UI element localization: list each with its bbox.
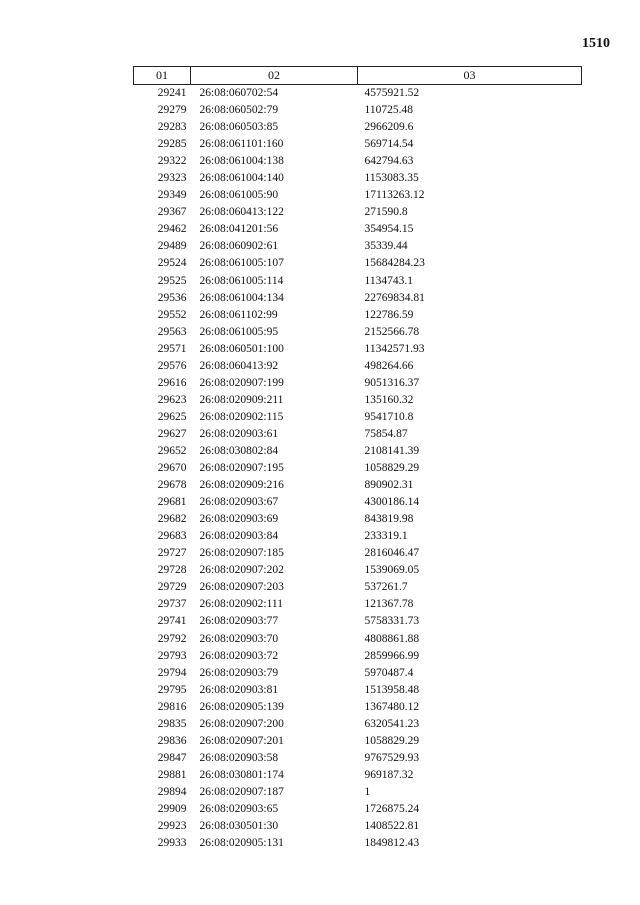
table-row <box>134 85 582 103</box>
cell-id: 29681 <box>157 496 187 509</box>
cell-cadastral-number: 26:08:060413:122 <box>199 206 284 219</box>
cell-cadastral-number: 26:08:061004:134 <box>199 291 284 304</box>
cell-cadastral-number: 26:08:061101:160 <box>199 138 284 151</box>
cell-cadastral-number: 26:08:061005:107 <box>199 257 284 270</box>
cell-id: 29795 <box>157 683 187 696</box>
table-row <box>134 631 582 648</box>
table-row <box>134 562 582 579</box>
cell-cadastral-number: 26:08:020903:79 <box>199 666 279 679</box>
cell-id: 29616 <box>157 376 187 389</box>
cell-value: 843819.98 <box>364 513 414 526</box>
cell-value: 1153083.35 <box>364 172 419 185</box>
cell-value: 2816046.47 <box>364 547 420 560</box>
cell-cadastral-number: 26:08:020907:185 <box>199 547 284 560</box>
cell-cadastral-number: 26:08:020907:200 <box>199 717 284 730</box>
cell-id: 29741 <box>157 615 187 628</box>
cell-value: 11342571.93 <box>364 342 425 355</box>
cell-cadastral-number: 26:08:030802:84 <box>199 445 279 457</box>
cell-id: 29683 <box>157 530 187 543</box>
column-header-03: 03 <box>358 67 582 85</box>
cell-cadastral-number: 26:08:061005:90 <box>199 189 279 202</box>
cell-cadastral-number: 26:08:060503:85 <box>199 121 279 134</box>
cell-value: 5758331.73 <box>364 615 420 628</box>
table-row <box>134 255 582 272</box>
cell-id: 29367 <box>157 206 187 219</box>
cell-value: 6320541.23 <box>364 717 420 730</box>
table-row <box>134 682 582 699</box>
table-header-row <box>134 67 582 85</box>
cell-id: 29525 <box>157 274 187 287</box>
cell-cadastral-number: 26:08:020907:195 <box>199 462 284 475</box>
table-row <box>134 409 582 426</box>
cell-id: 29563 <box>157 325 187 338</box>
cell-cadastral-number: 26:08:020905:131 <box>199 837 284 850</box>
cell-value: 9541710.8 <box>364 410 414 423</box>
cell-value: 122786.59 <box>364 308 414 321</box>
table-row <box>134 170 582 187</box>
cell-cadastral-number: 26:08:020909:211 <box>199 393 284 406</box>
cell-id: 29729 <box>157 581 187 594</box>
cell-value: 969187.32 <box>364 768 414 781</box>
cell-id: 29727 <box>157 547 187 560</box>
cell-id: 29625 <box>157 410 187 423</box>
cell-id: 29847 <box>157 751 187 764</box>
cell-value: 271590.8 <box>364 206 408 219</box>
cell-cadastral-number: 26:08:020903:69 <box>199 513 279 526</box>
table-row <box>134 648 582 665</box>
cell-id: 29552 <box>157 308 187 321</box>
table-row <box>134 477 582 494</box>
cell-id: 29623 <box>157 393 187 406</box>
cell-value: 17113263.12 <box>364 189 425 202</box>
cell-id: 29835 <box>157 717 187 730</box>
table-row <box>134 494 582 511</box>
cell-value: 2108141.39 <box>364 445 420 457</box>
table-row <box>134 579 582 596</box>
cell-cadastral-number: 26:08:020903:77 <box>199 615 279 628</box>
table-row <box>134 187 582 204</box>
table-row <box>134 818 582 835</box>
cell-value: 1058829.29 <box>364 734 420 747</box>
cell-value: 233319.1 <box>364 530 408 543</box>
cell-cadastral-number: 26:08:061005:95 <box>199 325 279 338</box>
cell-cadastral-number: 26:08:020905:139 <box>199 700 284 713</box>
column-header-02: 02 <box>191 67 358 85</box>
table-row <box>134 273 582 290</box>
cell-cadastral-number: 26:08:020903:84 <box>199 530 279 543</box>
cell-value: 4575921.52 <box>364 87 420 100</box>
cell-cadastral-number: 26:08:061005:114 <box>199 274 284 287</box>
cell-id: 29349 <box>157 189 187 202</box>
cell-id: 29652 <box>157 445 187 457</box>
cell-value: 354954.15 <box>364 223 414 236</box>
cell-value: 75854.87 <box>364 427 408 440</box>
cell-id: 29923 <box>157 820 187 833</box>
cell-cadastral-number: 26:08:020907:203 <box>199 581 284 594</box>
table-body <box>134 85 582 853</box>
cell-id: 29322 <box>157 155 187 168</box>
cell-id: 29241 <box>157 87 187 100</box>
table-row <box>134 392 582 409</box>
cell-id: 29571 <box>157 342 187 355</box>
cell-id: 29793 <box>157 649 187 662</box>
cell-cadastral-number: 26:08:020903:65 <box>199 802 279 815</box>
table-row <box>134 221 582 238</box>
cell-id: 29524 <box>157 257 187 270</box>
table-row <box>134 528 582 545</box>
column-header-01: 01 <box>134 67 191 85</box>
cell-cadastral-number: 26:08:061004:138 <box>199 155 284 168</box>
cell-value: 135160.32 <box>364 393 414 406</box>
cell-id: 29323 <box>157 172 187 185</box>
cell-value: 1134743.1 <box>364 274 413 287</box>
table-row <box>134 750 582 767</box>
cell-id: 29279 <box>157 104 187 117</box>
cell-value: 15684284.23 <box>364 257 425 270</box>
cell-cadastral-number: 26:08:020903:72 <box>199 649 279 662</box>
cell-value: 1408522.81 <box>364 820 420 833</box>
cell-cadastral-number: 26:08:041201:56 <box>199 223 279 236</box>
cell-cadastral-number: 26:08:030801:174 <box>199 768 284 781</box>
table-row <box>134 426 582 443</box>
cell-id: 29627 <box>157 427 187 440</box>
cell-value: 9051316.37 <box>364 376 420 389</box>
cell-value: 537261.7 <box>364 581 408 594</box>
cell-cadastral-number: 26:08:020903:70 <box>199 632 279 645</box>
cell-cadastral-number: 26:08:060413:92 <box>199 359 279 372</box>
cell-cadastral-number: 26:08:020909:216 <box>199 479 284 492</box>
cell-cadastral-number: 26:08:060702:54 <box>199 87 279 100</box>
cell-id: 29881 <box>157 768 187 781</box>
cell-id: 29737 <box>157 598 187 611</box>
cell-cadastral-number: 26:08:060501:100 <box>199 342 284 355</box>
cell-cadastral-number: 26:08:030501:30 <box>199 820 279 833</box>
cell-value: 1726875.24 <box>364 802 420 815</box>
cell-id: 29909 <box>157 802 187 815</box>
cell-value: 9767529.93 <box>364 751 420 764</box>
cell-value: 1058829.29 <box>364 462 420 475</box>
cell-value: 4300186.14 <box>364 496 420 509</box>
table-row <box>134 136 582 153</box>
table-row <box>134 596 582 613</box>
cell-value: 22769834.81 <box>364 291 425 304</box>
cell-cadastral-number: 26:08:061102:99 <box>199 308 278 321</box>
cell-cadastral-number: 26:08:020907:201 <box>199 734 284 747</box>
cell-value: 4808861.88 <box>364 632 420 645</box>
cell-value: 1367480.12 <box>364 700 420 713</box>
cell-id: 29670 <box>157 462 187 475</box>
cell-cadastral-number: 26:08:020903:61 <box>199 427 279 440</box>
cell-id: 29792 <box>157 632 187 645</box>
table-row <box>134 375 582 392</box>
cell-value: 569714.54 <box>364 138 414 151</box>
cell-id: 29678 <box>157 479 187 492</box>
table-row <box>134 324 582 341</box>
cell-id: 29836 <box>157 734 187 747</box>
cell-value: 642794.63 <box>364 155 414 168</box>
cell-id: 29682 <box>157 513 187 526</box>
table-row <box>134 341 582 358</box>
cell-value: 2966209.6 <box>364 121 414 134</box>
cell-cadastral-number: 26:08:020903:67 <box>199 496 279 509</box>
table-row <box>134 716 582 733</box>
table-row <box>134 153 582 170</box>
cell-value: 5970487.4 <box>364 666 414 679</box>
table-row <box>134 238 582 255</box>
cell-cadastral-number: 26:08:020903:81 <box>199 683 279 696</box>
cell-id: 29794 <box>157 666 187 679</box>
cell-cadastral-number: 26:08:060902:61 <box>199 240 279 253</box>
cell-value: 1513958.48 <box>364 683 420 696</box>
cell-id: 29283 <box>157 121 187 134</box>
data-table-container <box>133 66 581 852</box>
cell-value: 1 <box>364 785 371 798</box>
table-row <box>134 511 582 528</box>
cell-value: 1849812.43 <box>364 837 420 850</box>
cell-cadastral-number: 26:08:020903:58 <box>199 751 279 764</box>
table-row <box>134 699 582 716</box>
table-row <box>134 733 582 750</box>
table-row <box>134 358 582 375</box>
cell-cadastral-number: 26:08:020902:111 <box>199 598 283 611</box>
cell-cadastral-number: 26:08:020902:115 <box>199 410 284 423</box>
cell-cadastral-number: 26:08:020907:202 <box>199 564 284 577</box>
cell-id: 29285 <box>157 138 187 151</box>
table-row <box>134 460 582 477</box>
cell-id: 29816 <box>157 700 187 713</box>
cell-id: 29728 <box>157 564 187 577</box>
cell-value: 498264.66 <box>364 359 414 372</box>
cell-value: 2859966.99 <box>364 649 420 662</box>
table-row <box>134 801 582 818</box>
table-row <box>134 545 582 562</box>
table-row <box>134 102 582 119</box>
cell-cadastral-number: 26:08:061004:140 <box>199 172 284 185</box>
table-row <box>134 443 582 460</box>
table-row <box>134 665 582 682</box>
cell-id: 29536 <box>157 291 187 304</box>
cell-id: 29894 <box>157 785 187 798</box>
data-table <box>133 66 582 852</box>
cell-value: 35339.44 <box>364 240 408 253</box>
table-row <box>134 290 582 307</box>
cell-id: 29462 <box>157 223 187 236</box>
page-number: 1510 <box>582 36 610 51</box>
table-row <box>134 784 582 801</box>
table-row <box>134 204 582 221</box>
table-row <box>134 307 582 324</box>
cell-value: 110725.48 <box>364 104 413 117</box>
table-row <box>134 835 582 852</box>
cell-id: 29576 <box>157 359 187 372</box>
cell-id: 29933 <box>157 837 187 850</box>
cell-cadastral-number: 26:08:020907:199 <box>199 376 284 389</box>
cell-id: 29489 <box>157 240 187 253</box>
table-row <box>134 119 582 136</box>
cell-value: 2152566.78 <box>364 325 420 338</box>
cell-value: 1539069.05 <box>364 564 420 577</box>
table-row <box>134 767 582 784</box>
cell-value: 890902.31 <box>364 479 414 492</box>
cell-cadastral-number: 26:08:060502:79 <box>199 104 279 117</box>
table-row <box>134 613 582 630</box>
cell-cadastral-number: 26:08:020907:187 <box>199 785 284 798</box>
cell-value: 121367.78 <box>364 598 414 611</box>
